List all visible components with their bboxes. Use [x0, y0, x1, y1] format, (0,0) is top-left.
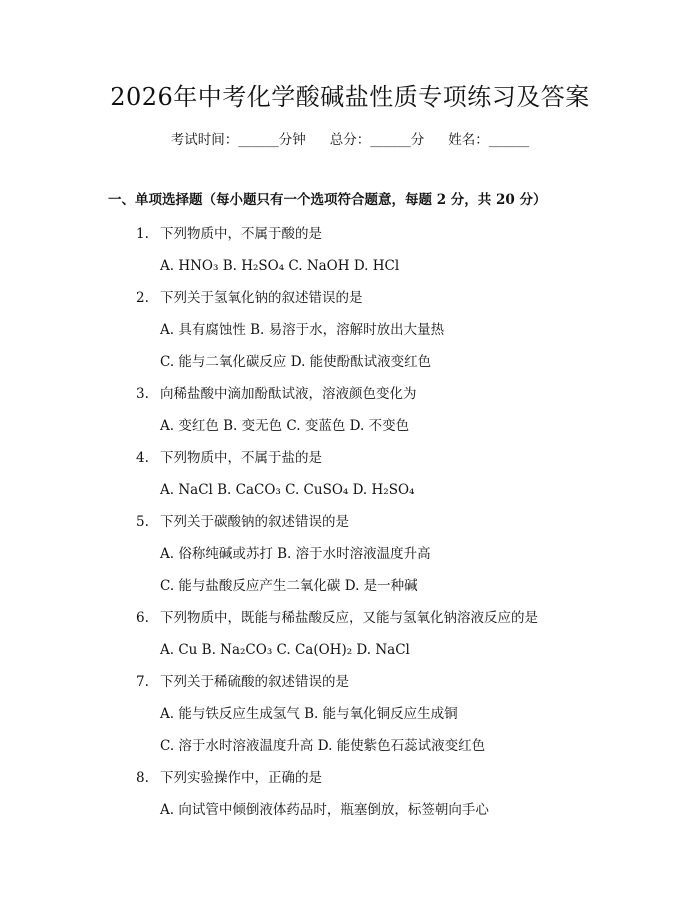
question: [136, 608, 538, 628]
question-text: 下列物质中，既能与稀盐酸反应，又能与氢氧化钠溶液反应的是: [160, 610, 538, 626]
question: [136, 672, 349, 692]
exam-time: 考试时间：______分钟: [170, 132, 306, 148]
question-options: A. HNO₃ B. H₂SO₄ C. NaOH D. HCl: [160, 258, 400, 274]
question-options: C. 能与二氧化碳反应 D. 能使酚酞试液变红色: [160, 354, 432, 370]
question-text: 下列实验操作中，正确的是: [160, 770, 322, 786]
question: [136, 512, 349, 532]
section-heading: 一、单项选择题（每小题只有一个选项符合题意，每题 2 分，共 20 分）: [108, 192, 547, 208]
question: [136, 768, 322, 788]
question: [136, 288, 363, 308]
question-number: 1.: [136, 226, 149, 242]
question-number: 3.: [136, 386, 149, 402]
question-number: 2.: [136, 290, 149, 306]
question-number: 6.: [136, 610, 149, 626]
question-options: A. Cu B. Na₂CO₃ C. Ca(OH)₂ D. NaCl: [160, 642, 410, 658]
question: [136, 384, 417, 404]
question-options: C. 能与盐酸反应产生二氧化碳 D. 是一种碱: [160, 578, 418, 594]
question-options: A. NaCl B. CaCO₃ C. CuSO₄ D. H₂SO₄: [160, 482, 415, 498]
question: [136, 224, 322, 244]
question-text: 向稀盐酸中滴加酚酞试液，溶液颜色变化为: [160, 386, 417, 402]
question: [136, 448, 322, 468]
question-options: C. 溶于水时溶液温度升高 D. 能使紫色石蕊试液变红色: [160, 738, 486, 754]
question-options: A. 具有腐蚀性 B. 易溶于水，溶解时放出大量热: [160, 322, 445, 338]
student-name: 姓名：______: [448, 132, 530, 148]
question-options: A. 向试管中倾倒液体药品时，瓶塞倒放，标签朝向手心: [160, 802, 489, 818]
question-text: 下列物质中，不属于盐的是: [160, 450, 322, 466]
question-options: A. 能与铁反应生成氢气 B. 能与氧化铜反应生成铜: [160, 706, 458, 722]
exam-total-score: 总分：______分: [329, 132, 425, 148]
question-number: 8.: [136, 770, 149, 786]
question-number: 5.: [136, 514, 149, 530]
question-text: 下列关于碳酸钠的叙述错误的是: [160, 514, 349, 530]
question-text: 下列物质中，不属于酸的是: [160, 226, 322, 242]
question-number: 4.: [136, 450, 149, 466]
question-text: 下列关于氢氧化钠的叙述错误的是: [160, 290, 363, 306]
page-title: 2026年中考化学酸碱盐性质专项练习及答案: [110, 83, 590, 111]
question-options: A. 变红色 B. 变无色 C. 变蓝色 D. 不变色: [160, 418, 410, 434]
exam-meta: [0, 130, 700, 150]
question-number: 7.: [136, 674, 149, 690]
question-text: 下列关于稀硫酸的叙述错误的是: [160, 674, 349, 690]
question-options: A. 俗称纯碱或苏打 B. 溶于水时溶液温度升高: [160, 546, 431, 562]
